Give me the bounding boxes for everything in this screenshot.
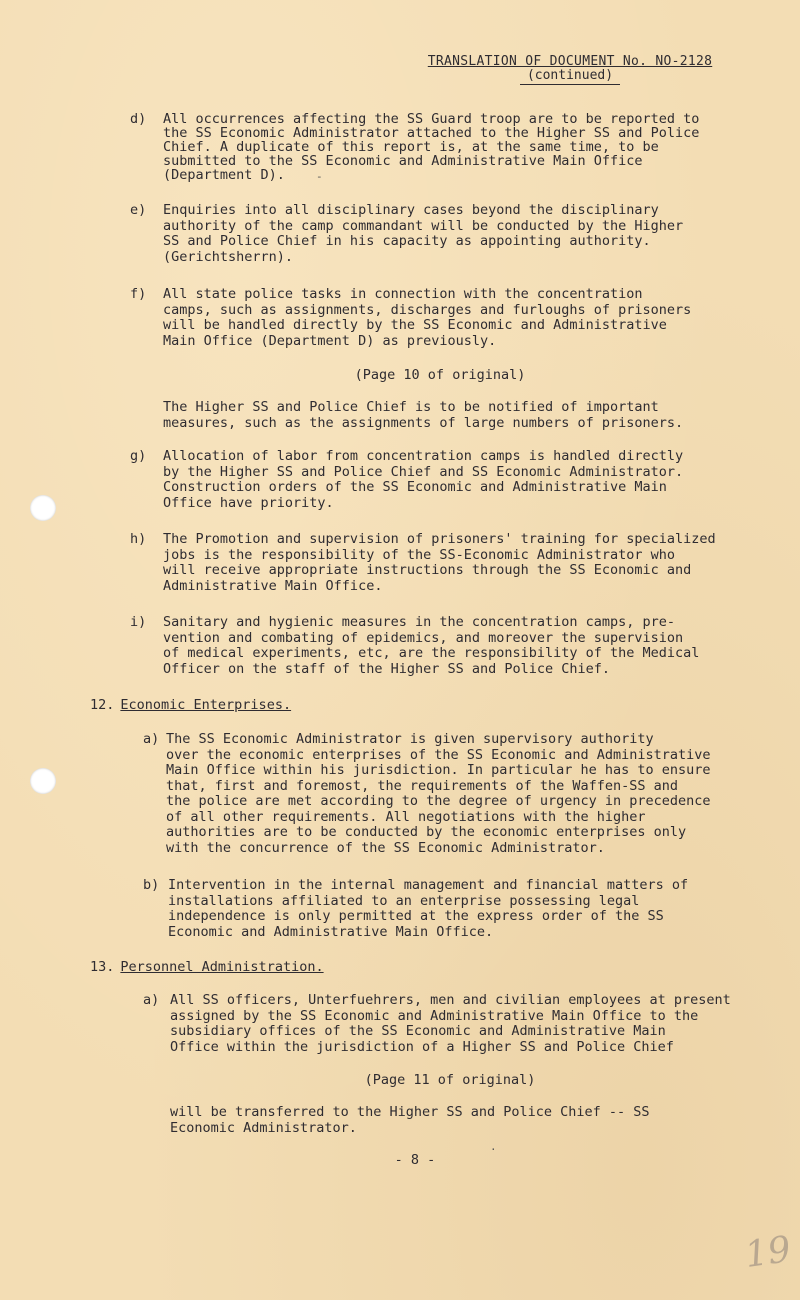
section-title: Economic Enterprises. [120,697,292,713]
item-label: e) [130,202,147,218]
item-text: All SS officers, Unterfuehrers, men and civilian employees at present assigned by the SS Economic and Administrative Main Office to the subsidiary offices of the SS Economic and Administrative Main Office within the jurisdiction of a Higher SS and Police Chief [170,992,731,1055]
item-label: a) [143,731,160,747]
handwritten-folio: 19 [742,1229,794,1276]
item-text: Allocation of labor from concentration camps is handled directly by the Higher SS and Police Chief and SS Economic Administrator. Construction orders of the SS Economic and Administrative Main Office have priority. [163,448,684,511]
item-text: Sanitary and hygienic measures in the concentration camps, pre- vention and combating of epidemics, and moreover the supervision of medical experiments, etc, are the responsibility of the Medical Officer on the staff of the Higher SS and Police Chief. [163,614,700,677]
header-title: TRANSLATION OF DOCUMENT No. NO-2128 [427,54,713,69]
punch-hole-top [30,495,56,521]
header-continued: (continued) [520,69,620,85]
section-number: 13. [90,959,115,975]
item-label: g) [130,448,147,464]
section-title: Personnel Administration. [120,959,324,975]
item-text: All occurrences affecting the SS Guard troop are to be reported to the SS Economic Administrator attached to the Higher SS and Police Chief. A duplicate of this report is, at the same time, to be submitted to the SS Economic and Administrative Main Office (Department D). [163,111,700,183]
section-heading-12 [90,698,291,714]
item-label: i) [130,614,147,630]
item-label: f) [130,286,147,302]
document-header [420,55,720,85]
item-text: Enquiries into all disciplinary cases beyond the disciplinary authority of the camp commandant will be conducted by the Higher SS and Police Chief in his capacity as appointing authority. (Gerichtsherrn). [163,202,684,265]
stray-mark: - [316,170,323,183]
page-note-10: (Page 10 of original) [354,367,526,383]
item-text: The SS Economic Administrator is given supervisory authority over the economic enterprises of the SS Economic and Administrative Main Office within his jurisdiction. In particular he has to ensure that, first and foremost, the requirements of the Waffen-SS and the police are met according to the degree of urgency in precedence of all other requirements. All negotiations with the higher authorities are to be conducted by the economic enterprises only with the concurrence of the SS Economic Administrator. [166,731,711,856]
item-label: h) [130,531,147,547]
punch-hole-bottom [30,768,56,794]
page-note-11: (Page 11 of original) [364,1072,536,1088]
section-number: 12. [90,697,115,713]
stray-mark: . [490,1140,497,1153]
item-text: All state police tasks in connection with the concentration camps, such as assignments, discharges and furloughs of prisoners will be handled directly by the SS Economic and Administrative Main Office (Department D) as previously. [163,286,692,349]
continuation-paragraph: will be transferred to the Higher SS and Police Chief -- SS Economic Administrator. [170,1104,650,1136]
item-label: a) [143,992,160,1008]
item-text: Intervention in the internal management and financial matters of installations affiliated to an enterprise possessing legal independence is only permitted at the express order of the SS Economic and Administrative Main Office. [168,877,689,940]
page-number: - 8 - [394,1152,436,1168]
item-label: d) [130,111,147,127]
section-heading-13 [90,960,324,976]
item-label: b) [143,877,160,893]
item-text: The Promotion and supervision of prisoners' training for specialized jobs is the responsibility of the SS-Economic Administrator who will receive appropriate instructions through the SS Economic and Administrative Main Office. [163,531,716,594]
continuation-paragraph: The Higher SS and Police Chief is to be notified of important measures, such as the assignments of large numbers of prisoners. [163,399,684,431]
